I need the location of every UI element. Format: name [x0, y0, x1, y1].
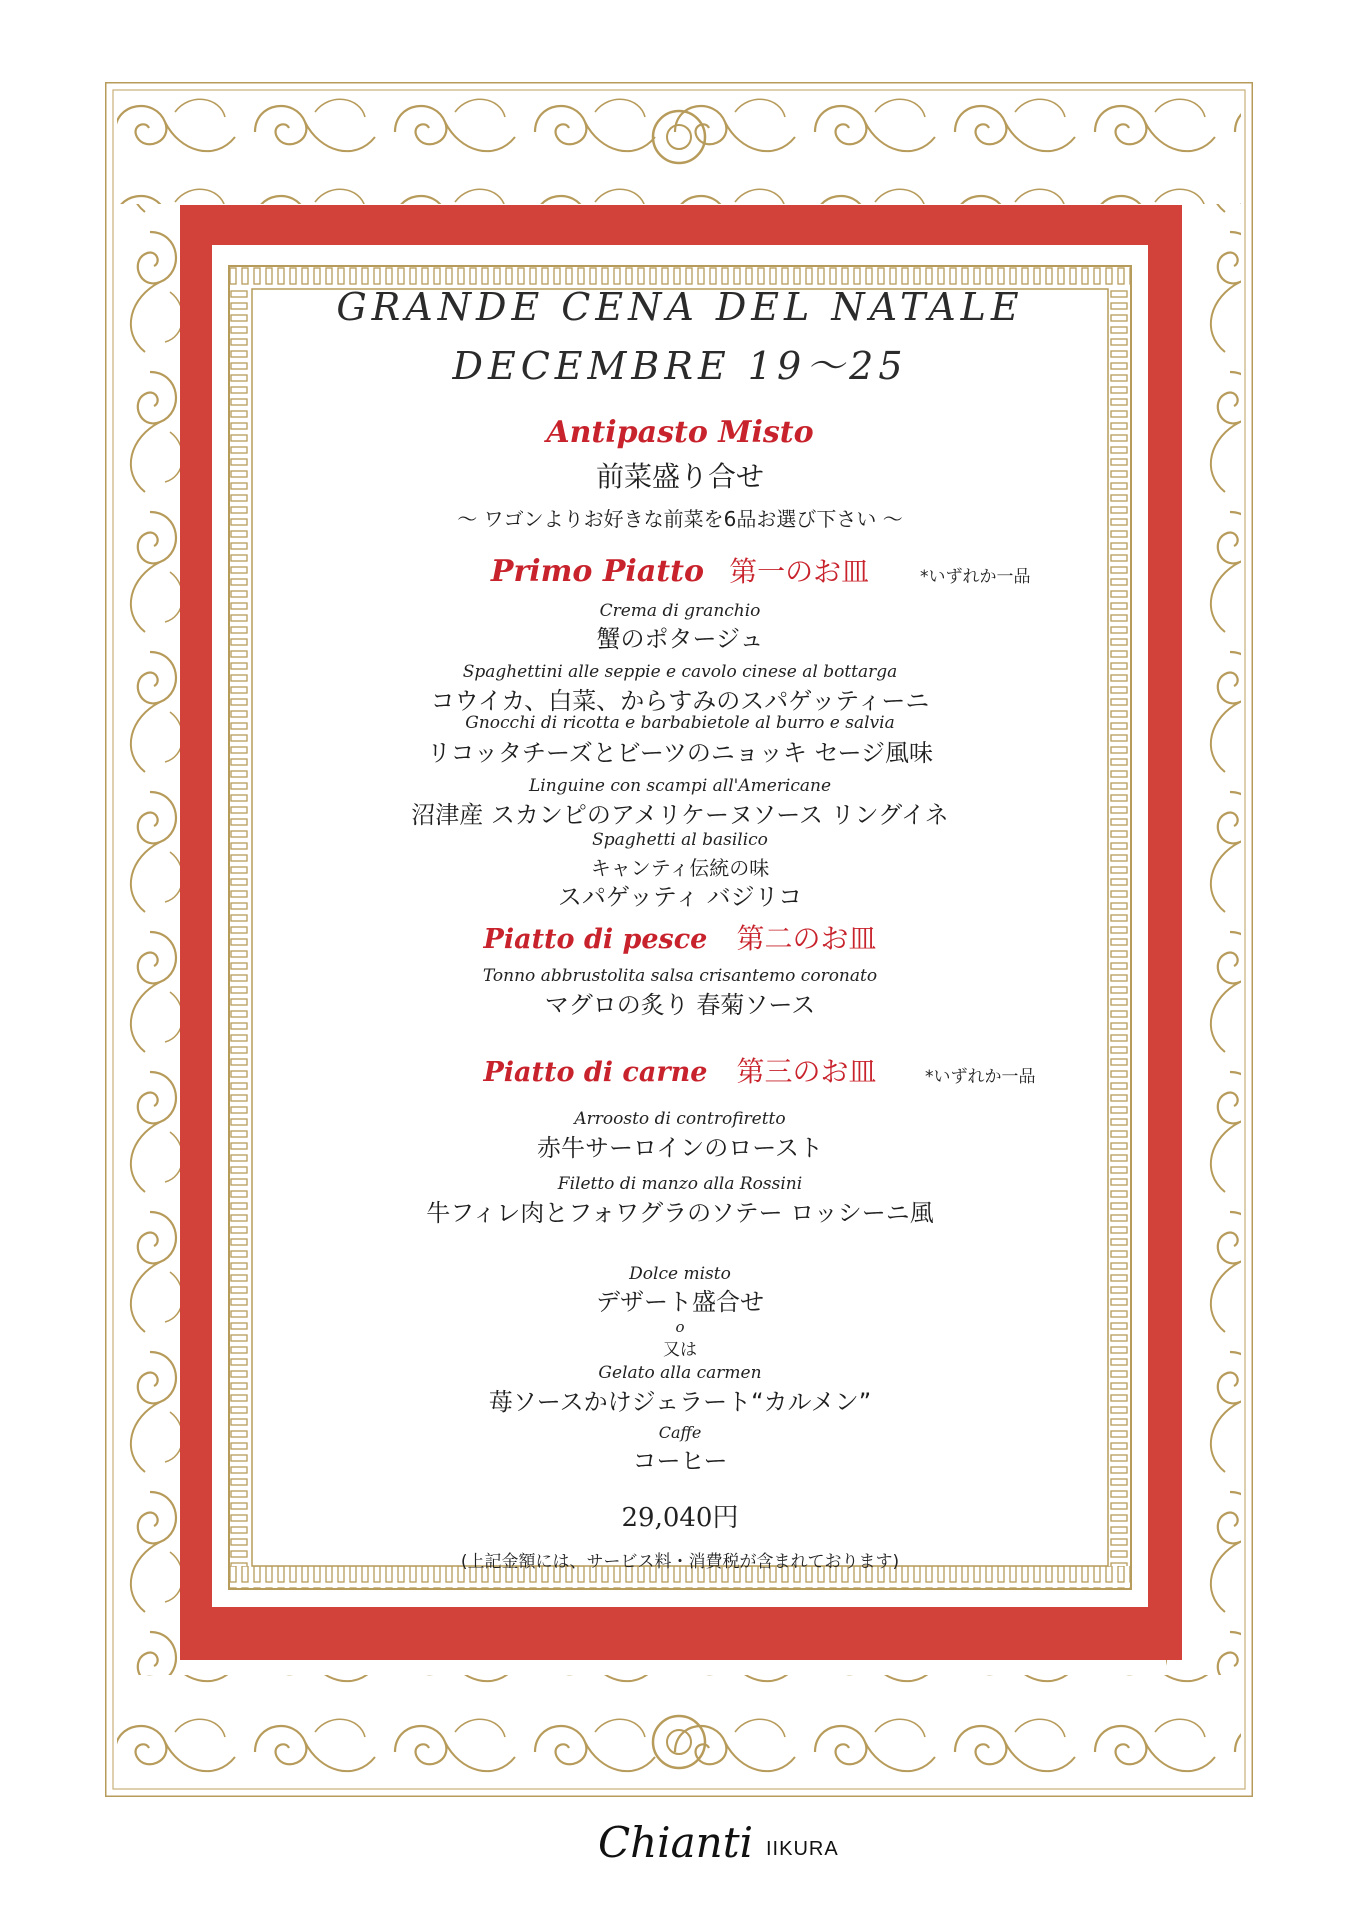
carne-item-1-jp: 赤牛サーロインのロースト — [536, 1134, 824, 1162]
dolce-or-jp: 又は — [663, 1340, 697, 1360]
price: 29,040円 — [621, 1503, 739, 1533]
primo-item-3-jp: リコッタチーズとビーツのニョッキ セージ風味 — [426, 739, 934, 767]
primo-item-1-it: Crema di granchio — [599, 601, 761, 621]
primo-item-4-jp: 沼津産 スカンピのアメリケーヌソース リングイネ — [411, 801, 949, 829]
primo-item-2-jp: コウイカ、白菜、からすみのスパゲッティーニ — [430, 687, 930, 715]
primo-item-2-it: Spaghettini alle seppie e cavolo cinese al bottarga — [462, 662, 898, 682]
carne-item-1-it: Arroosto di controfiretto — [574, 1109, 786, 1129]
logo-sub: IIKURA — [766, 1838, 839, 1860]
caffe-jp: コーヒー — [632, 1447, 728, 1475]
primo-choose-note: *いずれか一品 — [920, 567, 1031, 587]
carne-item-2-it: Filetto di manzo alla Rossini — [557, 1174, 803, 1194]
pesce-heading-row — [270, 917, 1090, 957]
antipasto-jp: 前菜盛り合せ — [595, 460, 764, 493]
primo-item-4-it: Linguine con scampi all'Americane — [528, 776, 832, 796]
pesce-item-1-jp: マグロの炙り 春菊ソース — [544, 991, 816, 1019]
dolce-it: Dolce misto — [629, 1264, 731, 1284]
carne-item-2-jp: 牛フィレ肉とフォワグラのソテー ロッシーニ風 — [426, 1199, 934, 1227]
primo-heading-row — [270, 550, 1090, 590]
dolce-jp: デザート盛合せ — [596, 1288, 764, 1316]
carne-choose-note: *いずれか一品 — [925, 1067, 1036, 1087]
restaurant-logo — [598, 1818, 868, 1878]
logo-script: Chianti — [598, 1818, 754, 1867]
menu-title: GRANDE CENA DEL NATALE — [336, 285, 1024, 329]
primo-item-5-jp: キャンティ伝統の味 — [590, 856, 770, 880]
caffe-it: Caffe — [658, 1423, 702, 1442]
primo-item-3-it: Gnocchi di ricotta e barbabietole al burro e salvia — [465, 713, 895, 733]
price-note: (上記金額には、サービス料・消費税が含まれております) — [460, 1552, 900, 1572]
carne-heading: Piatto di carne — [483, 1057, 708, 1088]
primo-item-5-it: Spaghetti al basilico — [592, 830, 768, 850]
dolce-or-it: o — [675, 1318, 685, 1336]
primo-jp: 第一のお皿 — [729, 555, 870, 588]
primo-heading: Primo Piatto — [490, 554, 704, 589]
menu-dates: DECEMBRE 19～25 — [452, 344, 908, 388]
carne-jp: 第三のお皿 — [736, 1055, 877, 1088]
pesce-jp: 第二のお皿 — [736, 922, 877, 955]
carne-heading-row — [270, 1050, 1090, 1090]
antipasto-heading: Antipasto Misto — [546, 415, 814, 450]
pesce-item-1-it: Tonno abbrustolita salsa crisantemo coronato — [482, 966, 878, 986]
dolce-alt-jp: 苺ソースかけジェラート“カルメン” — [488, 1388, 872, 1416]
dolce-alt-it: Gelato alla carmen — [598, 1363, 762, 1383]
antipasto-note: ～ ワゴンよりお好きな前菜を6品お選び下さい ～ — [457, 507, 903, 531]
menu-content — [270, 285, 1090, 1585]
primo-item-5-jp2: スパゲッティ バジリコ — [557, 883, 803, 911]
pesce-heading: Piatto di pesce — [483, 924, 708, 955]
primo-item-1-jp: 蟹のポタージュ — [596, 625, 764, 653]
